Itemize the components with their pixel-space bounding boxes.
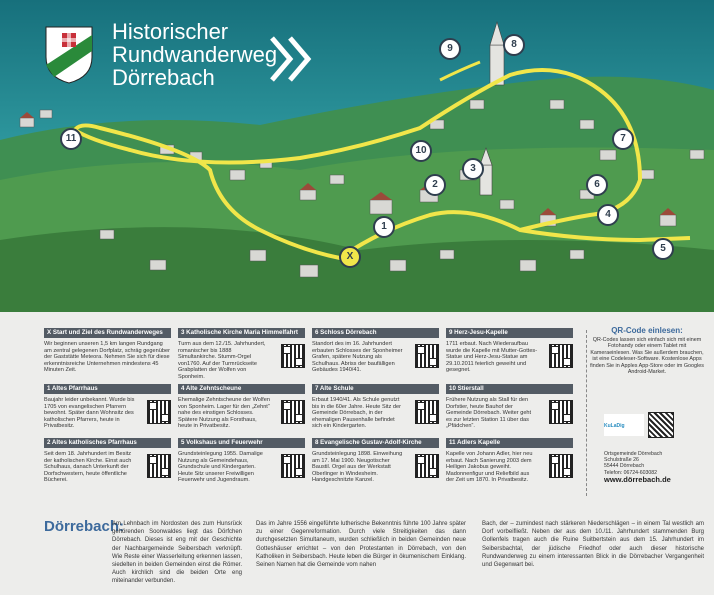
intro-text-1: Am Lehnbach im Nordosten des zum Hunsrück gehörenden Soonwaldes liegt das Dörfchen Dörrebach. Dieses ist eng mit der Geschichte der Nachbargemeinde Seibersbach verknüpft. Wie Reste einer Wasserleitung erkennen lassen, siedelten in beiden Gemeinden einst die Römer. Auch kirchlich sind die beiden Orte eng miteinander verbunden. [112, 521, 242, 585]
station-card-11 [446, 438, 573, 484]
qr-code-icon[interactable] [281, 454, 305, 478]
address-line-2: Schulstraße 26 [604, 457, 639, 464]
station-text: Wir beginnen unseren 1,5 km langen Rundgang am zentral gelegenen Dorfplatz, schräg gegenüber der Gaststätte Meteora. Nehmen Sie sich für diese erkenntnisreiche Unternehmen mindestens 45 Minuten Zeit. [44, 341, 170, 374]
station-text: Grundsteinlegung 1955. Damalige Nutzung als Gemeindehaus, Grundschule und Kindergarten. Heute Sitz unserer Freiwilligen Feuerwehr und Jugendraum. [178, 451, 263, 484]
station-heading: 11 Adlers Kapelle [446, 438, 573, 448]
map-marker-8[interactable]: 8 [503, 34, 525, 56]
station-text: Seit dem 18. Jahrhundert im Besitz der katholischen Kirche. Einst auch Schulhaus, danach Unterkunft der Dorfschwestern, heute öffentliche Bücherei. [44, 451, 132, 484]
kuladig-logo-text: KuLaDig [604, 423, 625, 429]
station-text: Ehemalige Zehntscheune der Wolfen von Sponheim. Lager für den „Zehnt“ nahe des einstigen Schlosses. Spätere Nutzung als Forsthaus, heute in Privatbesitz. [178, 397, 270, 430]
map-marker-1[interactable]: 1 [373, 216, 395, 238]
kuladig-logo [604, 414, 644, 436]
map-marker-11[interactable]: 11 [60, 128, 82, 150]
station-card-8 [312, 438, 439, 484]
map-marker-start[interactable]: X [339, 246, 361, 268]
column-divider [586, 330, 587, 496]
qr-code-icon[interactable] [147, 454, 171, 478]
coat-of-arms-icon [44, 25, 94, 85]
station-text: Erbaut 1940/41. Als Schule genutzt bis in die 60er Jahre. Heute Sitz der Gemeinde Dörrebach, in der ehemaligen Pausenhalle befindet sich ein Kindergarten. [312, 397, 401, 430]
qr-code-icon[interactable] [549, 344, 573, 368]
qr-code-icon[interactable] [415, 454, 439, 478]
address-block [604, 451, 704, 483]
station-card-7 [312, 384, 439, 430]
station-heading: 4 Alte Zehntscheune [178, 384, 305, 394]
qr-code-icon[interactable] [415, 344, 439, 368]
station-heading: 8 Evangelische Gustav-Adolf-Kirche [312, 438, 439, 448]
qr-code-icon[interactable] [648, 412, 674, 438]
website-link[interactable]: www.dörrebach.de [604, 474, 671, 484]
map-marker-10[interactable]: 10 [410, 140, 432, 162]
address-line-1: Ortsgemeinde Dörrebach [604, 451, 663, 457]
station-text: Standort des im 16. Jahrhundert erbauten Schlosses der Sponheimer Grafen, spätere Nutzung als Schulhaus. Abriss der baufälligen Gebäudes 1940/41. [312, 341, 403, 374]
station-heading: 10 Stierstall [446, 384, 573, 394]
qr-info-heading: QR-Code einlesen: [611, 326, 683, 335]
map-title [112, 20, 277, 89]
station-heading: 1 Altes Pfarrhaus [44, 384, 171, 394]
qr-code-icon[interactable] [147, 400, 171, 424]
qr-code-icon[interactable] [281, 344, 305, 368]
station-card-x [44, 328, 171, 374]
intro-title: Dörrebach: [44, 518, 125, 535]
station-heading: 7 Alte Schule [312, 384, 439, 394]
qr-info-text: QR-Codes lassen sich einfach sich mit einem Fotohandy oder einem Tablet mit Kameraeinlesen. Was Sie außerdem brauchen, ist eine Codeleser-Software. Kostenlose Apps finden Sie in Apples App-Store oder im Googles Android-Market. [590, 337, 704, 376]
station-text: Frühere Nutzung als Stall für den Dorfstier, heute Bauhof der Gemeinde Dörrebach. Weiter geht es zur letzten Station 11 über das „Pfädchen“. [446, 397, 532, 430]
title-line-1: Historischer [112, 19, 229, 44]
station-text: Baujahr leider unbekannt. Wurde bis 1705 von evangelischen Pfarrern bewohnt. Später dann Wohnsitz des katholischen Pfarrers, heute in Privatbesitz. [44, 397, 135, 430]
map-marker-4[interactable]: 4 [597, 204, 619, 226]
station-card-6 [312, 328, 439, 374]
station-heading: 2 Altes katholisches Pfarrhaus [44, 438, 171, 448]
address-phone: Telefon: 06724-603082 [604, 469, 658, 476]
station-text: Grundsteinlegung 1898. Einweihung am 17. Mai 1900. Neugotischer Baustil. Orgel aus der Werkstatt Oberlinger in Windesheim. Handgeschnitzte Kanzel. [312, 451, 403, 484]
station-card-2 [44, 438, 171, 484]
station-text: Kapelle von Johann Adler, hier neu erbaut. Nach Sanierung 2003 dem Heiligen Jakobus geweiht. Madonnenfigur und Reliefbild aus der Zeit um 1870. In Privatbesitz. [446, 451, 533, 484]
station-card-1 [44, 384, 171, 430]
station-card-4 [178, 384, 305, 430]
intro-text-2: Das im Jahre 1556 eingeführte lutherische Bekenntnis führte 100 Jahre später zu einer Gegenreformation. Durch viele Streitigkeiten das dann durchgesetzten Simultaneum, wurden schließlich in beiden Gemeinden neue Gotteshäuser errichtet – von den Protestanten in Dörrebach, von den Katholiken in Seibersbach. Heute leben die Bürger in ökumenischem Einklang. Seinen Namen hat die Gemeinde vom nahen [256, 521, 466, 569]
station-heading: 5 Volkshaus und Feuerwehr [178, 438, 305, 448]
map-marker-9[interactable]: 9 [439, 38, 461, 60]
qr-code-icon[interactable] [415, 400, 439, 424]
station-text: 1711 erbaut. Nach Wiederaufbau wurde die Kapelle mit Mutter-Gottes-Statue und Herz-Jesu-Statue am 29.10.2011 feierlich geweiht und gesegnet. [446, 341, 538, 374]
station-card-10 [446, 384, 573, 430]
qr-code-icon[interactable] [281, 400, 305, 424]
station-card-3 [178, 328, 305, 381]
title-line-3: Dörrebach [112, 65, 215, 90]
qr-code-icon[interactable] [549, 454, 573, 478]
station-card-5 [178, 438, 305, 484]
qr-info-box [590, 326, 704, 375]
station-text: Turm aus dem 12./15. Jahrhundert, romanischer bis 1888 Simultankirche. Stumm-Orgel von1760. Auf der Turmrückseite Grabplatten der Wolfen von Sponheim. [178, 341, 266, 380]
qr-code-icon[interactable] [549, 400, 573, 424]
map-marker-3[interactable]: 3 [462, 158, 484, 180]
address-line-3: 55444 Dörrebach [604, 463, 645, 470]
title-line-2: Rundwanderweg [112, 42, 278, 67]
map-marker-6[interactable]: 6 [586, 174, 608, 196]
intro-text-3: Bach, der – zumindest nach stärkeren Niederschlägen – in einem Tal westlich am Dorf vorbeifließt. Neben der aus dem 10./11. Jahrhundert stammenden Burg Gollenfels tragen auch die Ruine Suitbertstein aus dem 15. Jahrhundert im Seibersbachtal, der jüdische Friedhof oder auch dieser historische Rundwanderweg zu einem interessanten Blick in die Dörrebacher Vergangenheit und Gegenwart bei. [482, 521, 704, 569]
info-panel [0, 312, 714, 595]
map-marker-7[interactable]: 7 [612, 128, 634, 150]
chevron-right-icon [268, 36, 318, 82]
station-card-9 [446, 328, 573, 374]
station-heading: 9 Herz-Jesu-Kapelle [446, 328, 573, 338]
station-heading: 6 Schloss Dörrebach [312, 328, 439, 338]
map-marker-2[interactable]: 2 [424, 174, 446, 196]
station-heading: X Start und Ziel des Rundwanderweges [44, 328, 171, 338]
station-heading: 3 Katholische Kirche Maria Himmelfahrt [178, 328, 305, 338]
map-marker-5[interactable]: 5 [652, 238, 674, 260]
